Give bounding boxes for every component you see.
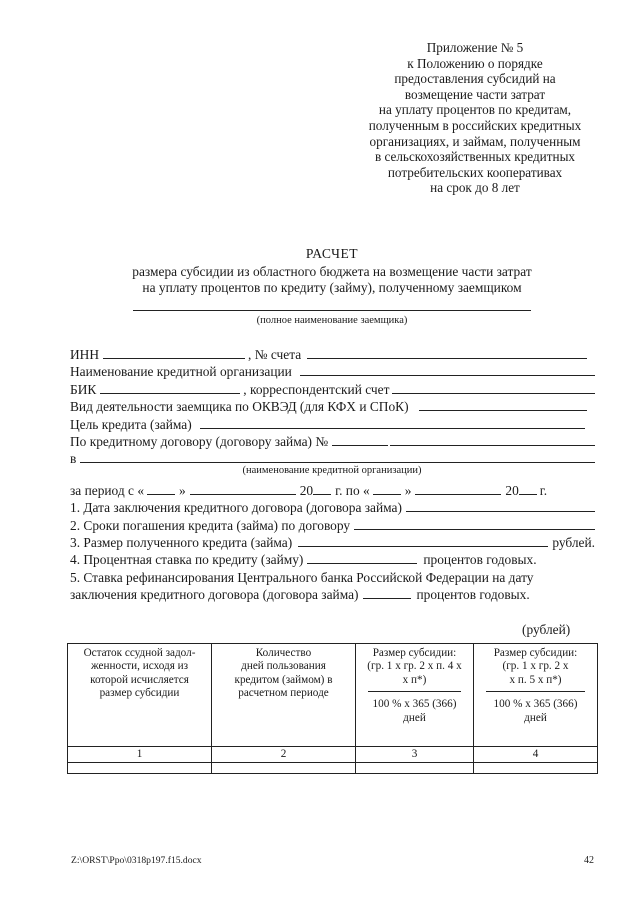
item5-row-1 bbox=[70, 569, 595, 586]
purpose-field[interactable] bbox=[200, 417, 585, 429]
formula-numerator: Размер субсидии: (гр. 1 х гр. 2 х п. 4 х х п*) bbox=[367, 647, 462, 686]
bik-row bbox=[70, 381, 595, 398]
inn-label: ИНН bbox=[70, 347, 100, 362]
bank-name-label: Наименование кредитной организации bbox=[70, 364, 292, 380]
inn-field[interactable] bbox=[103, 347, 245, 359]
bank-name-row bbox=[70, 363, 595, 380]
column-number: 1 bbox=[68, 747, 212, 763]
year-from-field[interactable] bbox=[313, 483, 331, 495]
activity-label: Вид деятельности заемщика по ОКВЭД (для КФХ и СПоК) bbox=[70, 399, 409, 415]
header-subsidy-p4 bbox=[356, 644, 474, 747]
table-cell[interactable] bbox=[68, 763, 212, 774]
appendix-line: на уплату процентов по кредитам, bbox=[378, 102, 572, 118]
item2-field[interactable] bbox=[354, 518, 595, 530]
item5-label-2: заключения кредитного договора (договора займа) bbox=[70, 587, 359, 603]
table-number-row bbox=[68, 747, 598, 763]
borrower-caption: (полное наименование заемщика) bbox=[256, 315, 408, 326]
document-title: РАСЧЕТ bbox=[305, 246, 359, 261]
formula-denominator: 100 % х 365 (366) дней bbox=[486, 691, 585, 725]
column-number: 3 bbox=[356, 747, 474, 763]
inn-row bbox=[70, 346, 595, 363]
account-field[interactable] bbox=[307, 347, 587, 359]
item5-field[interactable] bbox=[363, 587, 411, 599]
appendix-line: предоставления субсидий на bbox=[394, 71, 556, 87]
table-header-row bbox=[68, 644, 598, 747]
borrower-name-field[interactable] bbox=[133, 310, 531, 311]
item1-label: 1. Дата заключения кредитного договора (договора займа) bbox=[70, 500, 402, 516]
day-to-field[interactable] bbox=[373, 483, 401, 495]
contract-row bbox=[70, 433, 595, 450]
appendix-line: к Положению о порядке bbox=[407, 55, 543, 71]
year-prefix: 20 bbox=[505, 482, 519, 498]
bank-caption: (наименование кредитной организации) bbox=[242, 465, 422, 476]
appendix-line: в сельскохозяйственных кредитных bbox=[374, 149, 576, 165]
year-end-label: г. bbox=[539, 482, 548, 498]
header-balance: Остаток ссудной задол- женности, исходя из которой исчисляется размер субсидии bbox=[68, 644, 212, 747]
period-to-label: г. по « bbox=[335, 482, 370, 498]
corr-account-label: , корреспондентский счет bbox=[243, 381, 390, 397]
item4-label: 4. Процентная ставка по кредиту (займу) bbox=[70, 552, 304, 568]
header-days: Количество дней пользования кредитом (займом) в расчетном периоде bbox=[212, 644, 356, 747]
activity-row bbox=[70, 398, 595, 415]
in-label: в bbox=[70, 451, 77, 467]
units-label: (рублей) bbox=[522, 622, 571, 637]
corr-account-field[interactable] bbox=[392, 382, 595, 394]
item4-row bbox=[70, 551, 595, 568]
item3-unit: рублей. bbox=[552, 534, 595, 550]
appendix-line: возмещение части затрат bbox=[404, 86, 546, 102]
item3-label: 3. Размер полученного кредита (займа) bbox=[70, 534, 293, 550]
contract-date-field[interactable] bbox=[390, 434, 595, 446]
item5-row-2 bbox=[70, 586, 595, 603]
item5-unit: процентов годовых. bbox=[416, 587, 530, 603]
bik-label: БИК bbox=[70, 381, 97, 397]
column-number: 2 bbox=[212, 747, 356, 763]
appendix-header bbox=[340, 40, 610, 196]
footer-page-number: 42 bbox=[584, 855, 594, 866]
appendix-line: полученным в российских кредитных bbox=[368, 117, 582, 133]
item1-field[interactable] bbox=[406, 500, 595, 512]
document-subtitle bbox=[0, 264, 640, 296]
item4-unit: процентов годовых. bbox=[423, 552, 537, 568]
appendix-line: организациях, и займам, полученным bbox=[369, 133, 581, 149]
item4-field[interactable] bbox=[307, 552, 417, 564]
bank-field[interactable] bbox=[80, 451, 595, 463]
appendix-line: потребительских кооперативах bbox=[387, 164, 563, 180]
item3-row bbox=[70, 534, 595, 551]
item2-row bbox=[70, 517, 595, 534]
month-from-field[interactable] bbox=[190, 483, 296, 495]
item1-row bbox=[70, 499, 595, 516]
bank-name-field[interactable] bbox=[300, 364, 595, 376]
year-prefix: 20 bbox=[299, 482, 314, 498]
quote-close: » bbox=[404, 482, 412, 498]
appendix-line: Приложение № 5 bbox=[426, 40, 524, 55]
subtitle-line: на уплату процентов по кредиту (займу), полученному заемщиком bbox=[142, 280, 522, 295]
item2-label: 2. Сроки погашения кредита (займа) по договору bbox=[70, 517, 351, 533]
footer-file-path: Z:\ORST\Ppo\0318p197.f15.docx bbox=[71, 855, 202, 866]
quote-close: » bbox=[179, 482, 186, 498]
month-to-field[interactable] bbox=[415, 483, 501, 495]
table-cell[interactable] bbox=[212, 763, 356, 774]
period-row bbox=[70, 482, 595, 499]
table-cell[interactable] bbox=[356, 763, 474, 774]
purpose-label: Цель кредита (займа) bbox=[70, 416, 192, 432]
activity-field[interactable] bbox=[419, 399, 587, 411]
contract-number-field[interactable] bbox=[332, 434, 388, 446]
header-subsidy-p5 bbox=[474, 644, 598, 747]
subtitle-line: размера субсидии из областного бюджета на возмещение части затрат bbox=[132, 264, 532, 279]
item3-field[interactable] bbox=[298, 535, 548, 547]
column-number: 4 bbox=[474, 747, 598, 763]
day-from-field[interactable] bbox=[147, 483, 175, 495]
table-cell[interactable] bbox=[474, 763, 598, 774]
period-from-label: за период с « bbox=[70, 482, 145, 498]
subsidy-table bbox=[67, 643, 598, 774]
purpose-row bbox=[70, 416, 595, 433]
contract-label: По кредитному договору (договору займа) № bbox=[70, 433, 329, 449]
formula-denominator: 100 % х 365 (366) дней bbox=[368, 691, 461, 725]
year-to-field[interactable] bbox=[519, 483, 537, 495]
appendix-line: на срок до 8 лет bbox=[430, 180, 520, 196]
account-label: , № счета bbox=[248, 347, 302, 362]
formula-numerator: Размер субсидии: (гр. 1 х гр. 2 х х п. 5 х п*) bbox=[493, 647, 578, 686]
bik-field[interactable] bbox=[100, 382, 240, 394]
item5-label-1: 5. Ставка рефинансирования Центрального банка Российской Федерации на дату bbox=[70, 569, 534, 585]
table-data-row bbox=[68, 763, 598, 774]
